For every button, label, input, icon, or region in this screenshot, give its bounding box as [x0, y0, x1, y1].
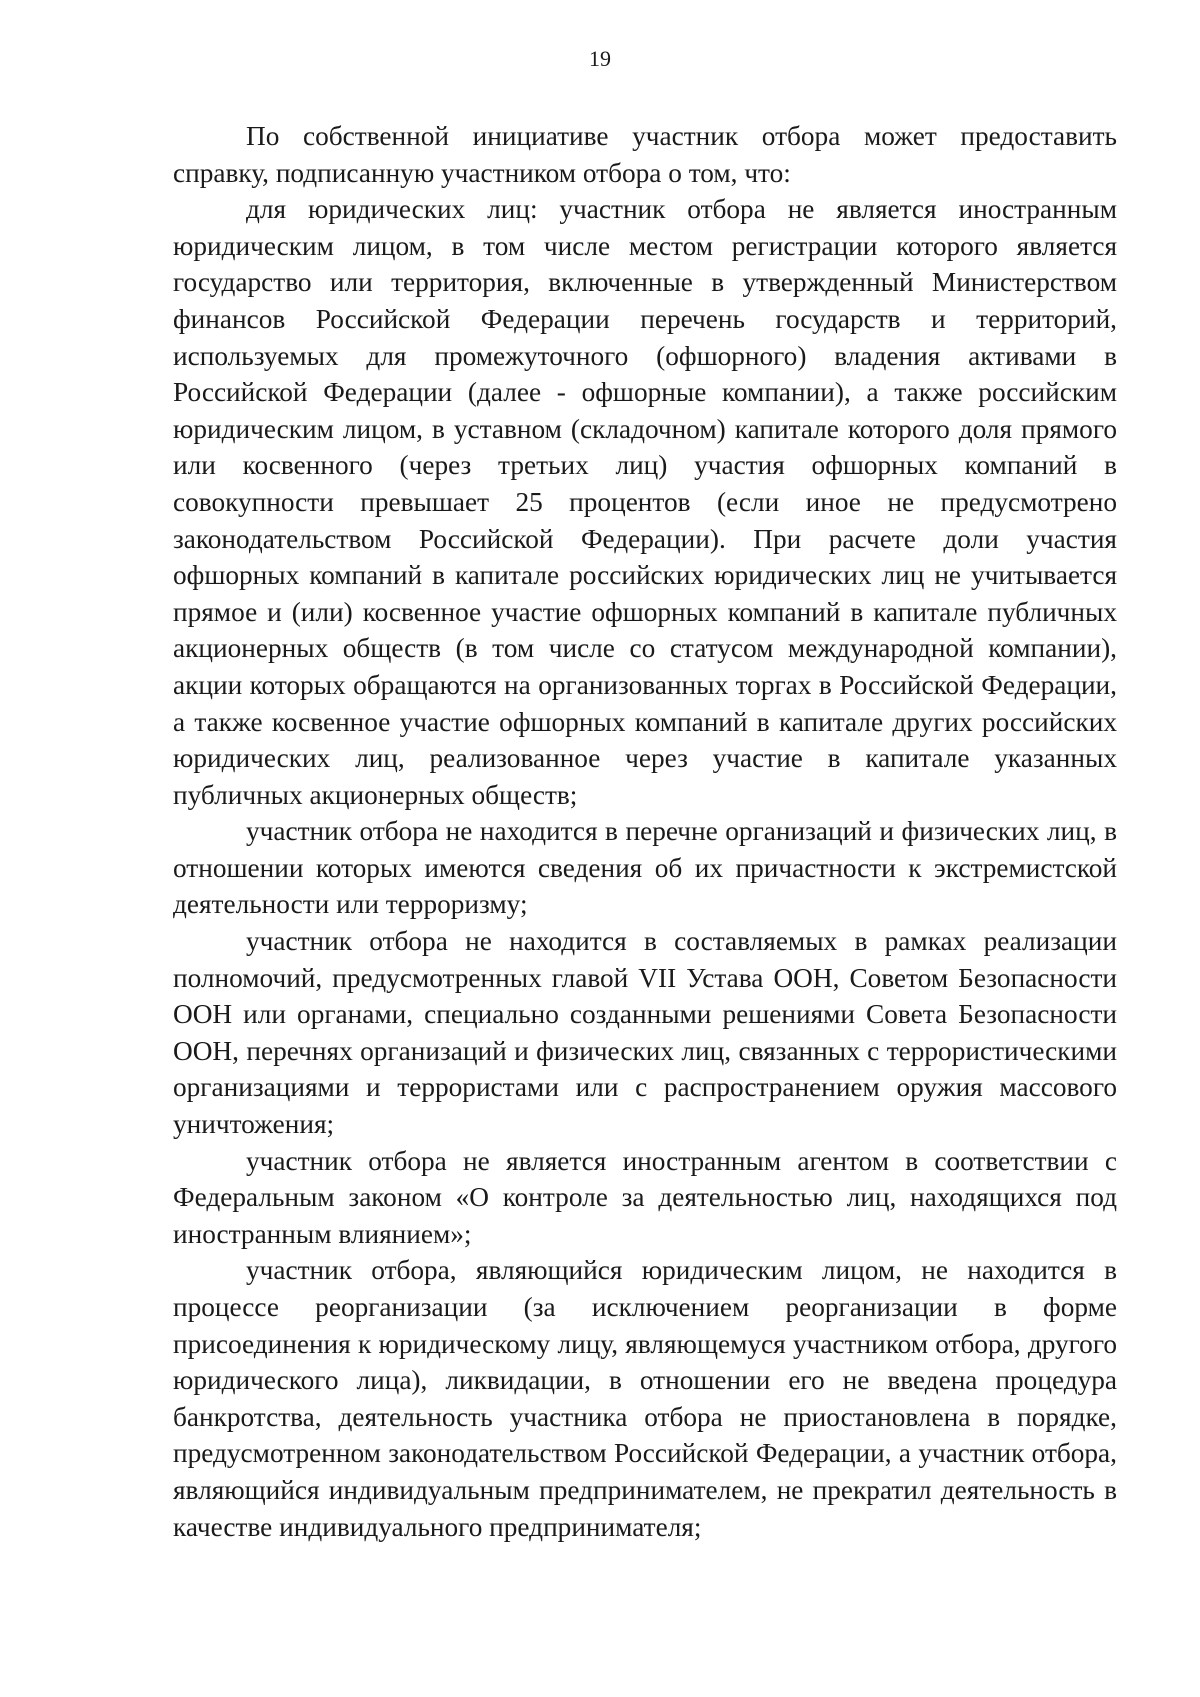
- paragraph-foreign-agent: участник отбора не является иностранным агентом в соответствии с Федеральным законом «О контроле за деятельностью лиц, находящихся под иностранным влиянием»;: [173, 1145, 1117, 1249]
- document-body: [173, 118, 1117, 1545]
- paragraph-reorganization-bankruptcy: участник отбора, являющийся юридическим лицом, не находится в процессе реорганизации (за исключением реорганизации в форме присоединения к юридическому лицу, являющемуся участником отбора, другого юридического лица), ликвидации, в отношении его не введена процедура банкротства, деятельность участника отбора не приостановлена в порядке, предусмотренном законодательством Российской Федерации, а участник отбора, являющийся индивидуальным предпринимателем, не прекратил деятельность в качестве индивидуального предпринимателя;: [173, 1255, 1117, 1542]
- paragraph-intro: По собственной инициативе участник отбора может предоставить справку, подписанную участником отбора о том, что:: [173, 121, 1117, 188]
- paragraph-legal-entities-offshore: для юридических лиц: участник отбора не является иностранным юридическим лицом, в том числе местом регистрации которого является государство или территория, включенные в утвержденный Министерством финансов Российской Федерации перечень государств и территорий, используемых для промежуточного (офшорного) владения активами в Российской Федерации (далее - офшорные компании), а также российским юридическим лицом, в уставном (складочном) капитале которого доля прямого или косвенного (через третьих лиц) участия офшорных компаний в совокупности превышает 25 процентов (если иное не предусмотрено законодательством Российской Федерации). При расчете доли участия офшорных компаний в капитале российских юридических лиц не учитывается прямое и (или) косвенное участие офшорных компаний в капитале публичных акционерных обществ (в том числе со статусом международной компании), акции которых обращаются на организованных торгах в Российской Федерации, а также косвенное участие офшорных компаний в капитале других российских юридических лиц, реализованное через участие в капитале указанных публичных акционерных обществ;: [173, 194, 1117, 810]
- paragraph-extremism-list: участник отбора не находится в перечне организаций и физических лиц, в отношении которых имеются сведения об их причастности к экстремистской деятельности или терроризму;: [173, 816, 1117, 920]
- paragraph-un-sanctions-list: участник отбора не находится в составляемых в рамках реализации полномочий, предусмотренных главой VII Устава ООН, Советом Безопасности ООН или органами, специально созданными решениями Совета Безопасности ООН, перечнях организаций и физических лиц, связанных с террористическими организациями и террористами или с распространением оружия массового уничтожения;: [173, 926, 1117, 1140]
- page-number: 19: [589, 46, 611, 71]
